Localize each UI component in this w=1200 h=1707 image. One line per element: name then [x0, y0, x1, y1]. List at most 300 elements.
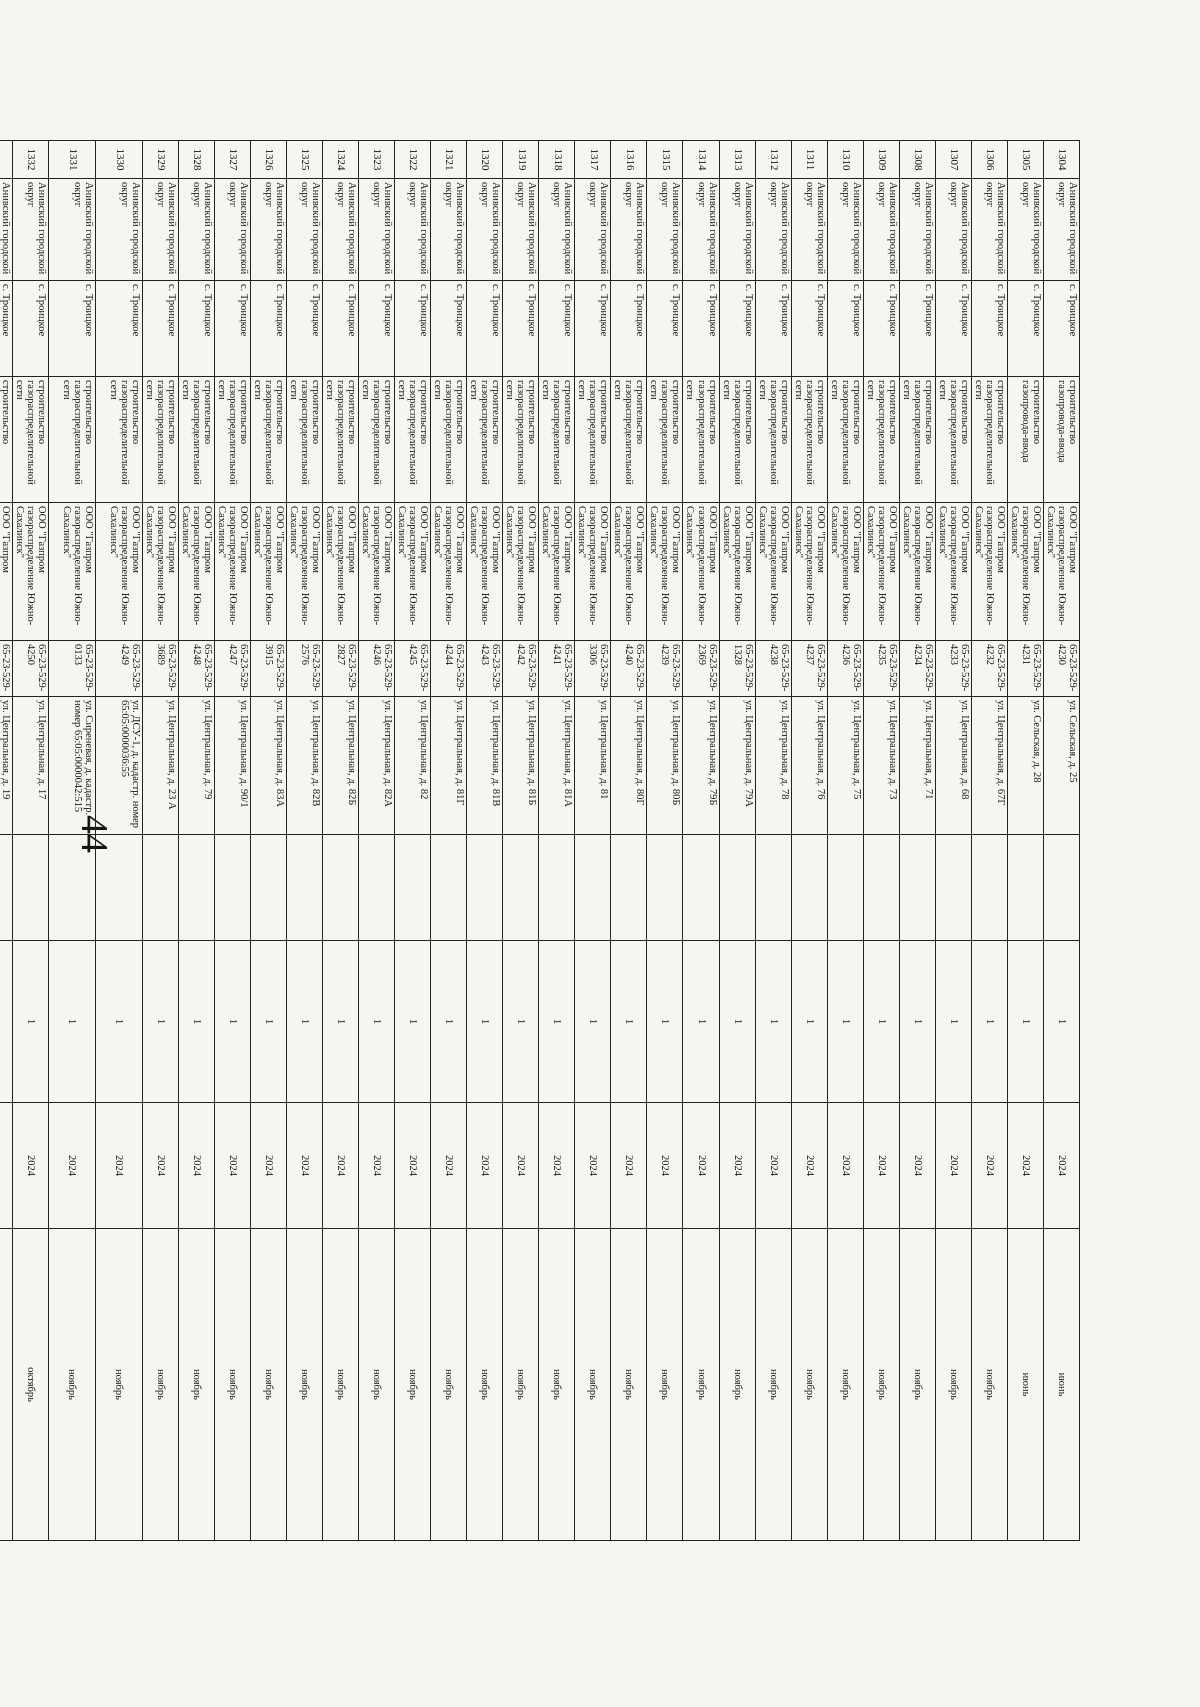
work-type-cell: строительство газораспределительной сети — [48, 377, 95, 503]
table-row — [719, 141, 755, 1541]
row-number-cell: 1321 — [431, 141, 467, 179]
row-number-cell: 1319 — [503, 141, 539, 179]
count-cell: 1 — [791, 941, 827, 1103]
count-cell: 1 — [683, 941, 719, 1103]
village-cell: с. Троицкое — [575, 281, 611, 377]
year-cell: 2024 — [142, 1103, 178, 1229]
address-cell: ул. Центральная, д. 79Б — [683, 697, 719, 835]
year-cell: 2024 — [647, 1103, 683, 1229]
table-row — [323, 141, 359, 1541]
table-row — [395, 141, 431, 1541]
organization-cell: ООО "Газпром газораспределение Южно-Сахалинск" — [647, 503, 683, 641]
count-cell: 1 — [863, 941, 899, 1103]
table-row — [214, 141, 250, 1541]
village-cell: с. Троицкое — [791, 281, 827, 377]
row-number-cell: 1323 — [359, 141, 395, 179]
month-cell: октябрь — [12, 1229, 48, 1541]
work-type-cell: строительство газопровода-ввода — [1043, 377, 1079, 503]
object-code-cell: 65-23-529-4232 — [971, 641, 1007, 697]
row-number-cell: 1308 — [899, 141, 935, 179]
count-cell: 1 — [431, 941, 467, 1103]
month-cell: ноябрь — [791, 1229, 827, 1541]
organization-cell: ООО "Газпром газораспределение Южно-Сахалинск" — [1043, 503, 1079, 641]
village-cell: с. Троицкое — [899, 281, 935, 377]
year-cell: 2024 — [250, 1103, 286, 1229]
organization-cell: ООО "Газпром газораспределение Южно-Сахалинск" — [719, 503, 755, 641]
month-cell: ноябрь — [286, 1229, 322, 1541]
year-cell: 2024 — [178, 1103, 214, 1229]
month-cell: ноябрь — [755, 1229, 791, 1541]
empty-cell — [395, 835, 431, 941]
work-type-cell: строительство газораспределительной сети — [250, 377, 286, 503]
empty-cell — [611, 835, 647, 941]
month-cell: ноябрь — [250, 1229, 286, 1541]
count-cell: 1 — [48, 941, 95, 1103]
work-type-cell: строительство газораспределительной сети — [647, 377, 683, 503]
organization-cell: ООО "Газпром газораспределение Южно-Сахалинск" — [214, 503, 250, 641]
count-cell: 1 — [250, 941, 286, 1103]
address-cell: ул. Центральная, д. 82Б — [323, 697, 359, 835]
count-cell: 1 — [935, 941, 971, 1103]
count-cell: 1 — [12, 941, 48, 1103]
count-cell: 1 — [611, 941, 647, 1103]
table-row — [863, 141, 899, 1541]
year-cell: 2024 — [575, 1103, 611, 1229]
object-code-cell: 65-23-529-2827 — [323, 641, 359, 697]
table-row — [755, 141, 791, 1541]
month-cell: ноябрь — [214, 1229, 250, 1541]
count-cell: 1 — [178, 941, 214, 1103]
organization-cell: ООО "Газпром газораспределение Южно-Сахалинск" — [1007, 503, 1043, 641]
year-cell: 2024 — [359, 1103, 395, 1229]
district-cell: Анивский городской округ — [755, 179, 791, 281]
row-number-cell: 1318 — [539, 141, 575, 179]
work-type-cell: строительство газораспределительной сети — [611, 377, 647, 503]
month-cell: ноябрь — [719, 1229, 755, 1541]
address-cell: ул. Центральная, д. 19 — [0, 697, 12, 835]
district-cell: Анивский городской округ — [178, 179, 214, 281]
row-number-cell: 1311 — [791, 141, 827, 179]
district-cell: Анивский городской — [0, 179, 12, 281]
month-cell: июнь — [1007, 1229, 1043, 1541]
year-cell: 2024 — [755, 1103, 791, 1229]
object-code-cell: 65-23-529-4249 — [95, 641, 142, 697]
year-cell: 2024 — [12, 1103, 48, 1229]
month-cell: ноябрь — [899, 1229, 935, 1541]
empty-cell — [575, 835, 611, 941]
district-cell: Анивский городской округ — [863, 179, 899, 281]
count-cell: 1 — [755, 941, 791, 1103]
table-row — [971, 141, 1007, 1541]
object-code-cell: 65-23-529-2369 — [683, 641, 719, 697]
address-cell: ул. Центральная, д. 82 — [395, 697, 431, 835]
month-cell: ноябрь — [178, 1229, 214, 1541]
village-cell: с. Троицкое — [286, 281, 322, 377]
village-cell: с. Троицкое — [971, 281, 1007, 377]
month-cell: ноябрь — [395, 1229, 431, 1541]
organization-cell: ООО "Газпром газораспределение Южно-Сахалинск" — [250, 503, 286, 641]
table-row — [12, 141, 48, 1541]
address-cell: ул. Центральная, д. 67Г — [971, 697, 1007, 835]
organization-cell: ООО "Газпром газораспределение Южно-Сахалинск" — [178, 503, 214, 641]
table-row — [611, 141, 647, 1541]
empty-cell — [467, 835, 503, 941]
organization-cell: ООО "Газпром газораспределение Южно-Сахалинск" — [12, 503, 48, 641]
row-number-cell: 1320 — [467, 141, 503, 179]
village-cell: с. Троицкое — [178, 281, 214, 377]
village-cell: с. Троицкое — [719, 281, 755, 377]
address-cell: ул. Центральная, д. 79 — [178, 697, 214, 835]
work-type-cell: строительство газораспределительной сети — [323, 377, 359, 503]
empty-cell — [899, 835, 935, 941]
organization-cell: ООО "Газпром газораспределение Южно-Сахалинск" — [971, 503, 1007, 641]
row-number-cell: 1328 — [178, 141, 214, 179]
empty-cell — [935, 835, 971, 941]
month-cell: ноябрь — [611, 1229, 647, 1541]
empty-cell — [250, 835, 286, 941]
count-cell: 1 — [539, 941, 575, 1103]
object-code-cell: 65-23-529-4245 — [395, 641, 431, 697]
count-cell: 1 — [1043, 941, 1079, 1103]
year-cell: 2024 — [1043, 1103, 1079, 1229]
work-type-cell: строительство газораспределительной сети — [539, 377, 575, 503]
work-type-cell: строительство газораспределительной сети — [467, 377, 503, 503]
empty-cell — [827, 835, 863, 941]
work-type-cell: строительство газораспределительной сети — [286, 377, 322, 503]
work-type-cell: строительство газопровода-ввода — [1007, 377, 1043, 503]
year-cell: 2024 — [971, 1103, 1007, 1229]
year-cell: 2024 — [1007, 1103, 1043, 1229]
table-body — [0, 141, 1080, 1541]
work-type-cell: строительство газораспределительной сети — [827, 377, 863, 503]
village-cell: с. Троицкое — [539, 281, 575, 377]
district-cell: Анивский городской округ — [323, 179, 359, 281]
object-code-cell: 65-23-529-4243 — [467, 641, 503, 697]
table-row — [286, 141, 322, 1541]
table-row — [359, 141, 395, 1541]
district-cell: Анивский городской округ — [95, 179, 142, 281]
year-cell: 2024 — [719, 1103, 755, 1229]
row-number-cell: 1307 — [935, 141, 971, 179]
empty-cell — [647, 835, 683, 941]
empty-cell — [683, 835, 719, 941]
organization-cell: ООО "Газпром газораспределение Южно-Сахалинск" — [827, 503, 863, 641]
empty-cell — [178, 835, 214, 941]
district-cell: Анивский городской округ — [214, 179, 250, 281]
row-number-cell: 1326 — [250, 141, 286, 179]
empty-cell — [1007, 835, 1043, 941]
district-cell: Анивский городской округ — [791, 179, 827, 281]
district-cell: Анивский городской округ — [359, 179, 395, 281]
district-cell: Анивский городской округ — [250, 179, 286, 281]
organization-cell: ООО "Газпром газораспределение Южно-Сахалинск" — [48, 503, 95, 641]
year-cell — [0, 1103, 12, 1229]
table-row — [95, 141, 142, 1541]
table-row — [1007, 141, 1043, 1541]
table-row — [0, 141, 12, 1541]
row-number-cell: 1324 — [323, 141, 359, 179]
row-number-cell: 1312 — [755, 141, 791, 179]
organization-cell: ООО "Газпром газораспределение Южно-Сахалинск" — [611, 503, 647, 641]
work-type-cell: строительство газораспределительной сети — [431, 377, 467, 503]
village-cell: с. Троицкое — [48, 281, 95, 377]
organization-cell: ООО "Газпром газораспределение Южно-Сахалинск" — [286, 503, 322, 641]
count-cell: 1 — [142, 941, 178, 1103]
count-cell: 1 — [286, 941, 322, 1103]
address-cell: ул. Центральная, д. 78 — [755, 697, 791, 835]
count-cell: 1 — [719, 941, 755, 1103]
table-row — [827, 141, 863, 1541]
row-number-cell: 1325 — [286, 141, 322, 179]
district-cell: Анивский городской округ — [286, 179, 322, 281]
year-cell: 2024 — [611, 1103, 647, 1229]
organization-cell: ООО "Газпром газораспределение Южно-Сахалинск" — [323, 503, 359, 641]
table-row — [539, 141, 575, 1541]
district-cell: Анивский городской округ — [899, 179, 935, 281]
village-cell: с. Троицкое — [467, 281, 503, 377]
address-cell: ул. Центральная, д. 79А — [719, 697, 755, 835]
object-code-cell: 65-23-529-3689 — [142, 641, 178, 697]
work-type-cell: строительство газораспределительной сети — [95, 377, 142, 503]
address-cell: ул. Центральная, д. 81Б — [503, 697, 539, 835]
table-row — [250, 141, 286, 1541]
count-cell: 1 — [647, 941, 683, 1103]
object-code-cell: 65-23-529-3915 — [250, 641, 286, 697]
object-code-cell: 65-23-529-4230 — [1043, 641, 1079, 697]
month-cell: ноябрь — [142, 1229, 178, 1541]
object-code-cell: 65-23-529-1328 — [719, 641, 755, 697]
village-cell: с. Троицкое — [755, 281, 791, 377]
table-row — [683, 141, 719, 1541]
object-code-cell: 65-23-529- — [0, 641, 12, 697]
object-code-cell: 65-23-529-4240 — [611, 641, 647, 697]
address-cell: ул. Центральная, д. 17 — [12, 697, 48, 835]
row-number-cell: 1309 — [863, 141, 899, 179]
empty-cell — [863, 835, 899, 941]
year-cell: 2024 — [95, 1103, 142, 1229]
year-cell: 2024 — [791, 1103, 827, 1229]
district-cell: Анивский городской округ — [827, 179, 863, 281]
organization-cell: ООО "Газпром газораспределение Южно-Сахалинск" — [791, 503, 827, 641]
empty-cell — [539, 835, 575, 941]
table-row — [647, 141, 683, 1541]
row-number-cell: 1317 — [575, 141, 611, 179]
district-cell: Анивский городской округ — [503, 179, 539, 281]
address-cell: ул. Центральная, д. 68 — [935, 697, 971, 835]
address-cell: ул. Центральная, д. 82А — [359, 697, 395, 835]
village-cell: с. Троицкое — [1043, 281, 1079, 377]
month-cell: ноябрь — [48, 1229, 95, 1541]
table-row — [575, 141, 611, 1541]
year-cell: 2024 — [286, 1103, 322, 1229]
year-cell: 2024 — [683, 1103, 719, 1229]
organization-cell: ООО "Газпром газораспределение Южно-Сахалинск" — [575, 503, 611, 641]
year-cell: 2024 — [323, 1103, 359, 1229]
district-cell: Анивский городской округ — [12, 179, 48, 281]
row-number-cell: 1305 — [1007, 141, 1043, 179]
address-cell: ул. Центральная, д. 81В — [467, 697, 503, 835]
empty-cell — [431, 835, 467, 941]
address-cell: ул. ДСУ-1, д. кадастр. номер 65:05:0000036:55 — [95, 697, 142, 835]
organization-cell: ООО "Газпром газораспределение Южно-Сахалинск" — [142, 503, 178, 641]
year-cell: 2024 — [827, 1103, 863, 1229]
month-cell: ноябрь — [431, 1229, 467, 1541]
work-type-cell: строительство — [0, 377, 12, 503]
page-number: 44 — [73, 815, 115, 853]
year-cell: 2024 — [503, 1103, 539, 1229]
organization-cell: ООО "Газпром газораспределение Южно-Сахалинск" — [899, 503, 935, 641]
empty-cell — [95, 835, 142, 941]
empty-cell — [0, 835, 12, 941]
empty-cell — [971, 835, 1007, 941]
empty-cell — [791, 835, 827, 941]
count-cell: 1 — [575, 941, 611, 1103]
object-code-cell: 65-23-529-4239 — [647, 641, 683, 697]
month-cell: ноябрь — [323, 1229, 359, 1541]
object-code-cell: 65-23-529-4237 — [791, 641, 827, 697]
work-type-cell: строительство газораспределительной сети — [359, 377, 395, 503]
organization-cell: ООО "Газпром газораспределение Южно-Сахалинск" — [863, 503, 899, 641]
object-code-cell: 65-23-529-4241 — [539, 641, 575, 697]
work-type-cell: строительство газораспределительной сети — [142, 377, 178, 503]
object-code-cell: 65-23-529-4248 — [178, 641, 214, 697]
count-cell: 1 — [827, 941, 863, 1103]
address-cell: ул. Центральная, д. 80Б — [647, 697, 683, 835]
address-cell: ул. Сельская, д. 25 — [1043, 697, 1079, 835]
empty-cell — [755, 835, 791, 941]
address-cell: ул. Центральная, д. 81А — [539, 697, 575, 835]
district-cell: Анивский городской округ — [719, 179, 755, 281]
address-cell: ул. Центральная, д. 73 — [863, 697, 899, 835]
district-cell: Анивский городской округ — [683, 179, 719, 281]
work-type-cell: строительство газораспределительной сети — [503, 377, 539, 503]
year-cell: 2024 — [395, 1103, 431, 1229]
district-cell: Анивский городской округ — [395, 179, 431, 281]
year-cell: 2024 — [899, 1103, 935, 1229]
address-cell: ул. Сельская, д. 28 — [1007, 697, 1043, 835]
row-number-cell: 1329 — [142, 141, 178, 179]
table-row — [178, 141, 214, 1541]
district-cell: Анивский городской округ — [539, 179, 575, 281]
object-code-cell: 65-23-529-4233 — [935, 641, 971, 697]
village-cell: с. Троицкое — [611, 281, 647, 377]
organization-cell: ООО "Газпром газораспределение Южно-Сахалинск" — [395, 503, 431, 641]
month-cell: ноябрь — [575, 1229, 611, 1541]
row-number-cell: 1331 — [48, 141, 95, 179]
address-cell: ул. Центральная, д. 81Г — [431, 697, 467, 835]
count-cell: 1 — [1007, 941, 1043, 1103]
address-cell: ул. Центральная, д. 82В — [286, 697, 322, 835]
empty-cell — [214, 835, 250, 941]
table-row — [142, 141, 178, 1541]
district-cell: Анивский городской округ — [611, 179, 647, 281]
district-cell: Анивский городской округ — [647, 179, 683, 281]
table-row — [791, 141, 827, 1541]
village-cell: с. Троицкое — [863, 281, 899, 377]
address-cell: ул. Центральная, д. 71 — [899, 697, 935, 835]
row-number-cell: 1327 — [214, 141, 250, 179]
table-row — [899, 141, 935, 1541]
work-type-cell: строительство газораспределительной сети — [791, 377, 827, 503]
object-code-cell: 65-23-529-4242 — [503, 641, 539, 697]
village-cell: с. Троицкое — [214, 281, 250, 377]
month-cell: ноябрь — [467, 1229, 503, 1541]
organization-cell: ООО "Газпром газораспределение Южно-Сахалинск" — [755, 503, 791, 641]
work-type-cell: строительство газораспределительной сети — [395, 377, 431, 503]
row-number-cell: 1316 — [611, 141, 647, 179]
row-number-cell: 1322 — [395, 141, 431, 179]
object-code-cell: 65-23-529-4246 — [359, 641, 395, 697]
district-cell: Анивский городской округ — [142, 179, 178, 281]
object-code-cell: 65-23-529-4250 — [12, 641, 48, 697]
object-code-cell: 65-23-529-4231 — [1007, 641, 1043, 697]
village-cell: с. Троицкое — [142, 281, 178, 377]
organization-cell: ООО "Газпром газораспределение Южно-Сахалинск" — [503, 503, 539, 641]
table-row — [467, 141, 503, 1541]
village-cell: с. Троицкое — [935, 281, 971, 377]
organization-cell: ООО "Газпром газораспределение Южно-Сахалинск" — [95, 503, 142, 641]
count-cell: 1 — [95, 941, 142, 1103]
address-cell: ул. Центральная, д. 90/1 — [214, 697, 250, 835]
empty-cell — [503, 835, 539, 941]
row-number-cell: 1310 — [827, 141, 863, 179]
row-number-cell — [0, 141, 12, 179]
empty-cell — [1043, 835, 1079, 941]
count-cell: 1 — [971, 941, 1007, 1103]
district-cell: Анивский городской округ — [971, 179, 1007, 281]
month-cell: ноябрь — [935, 1229, 971, 1541]
work-type-cell: строительство газораспределительной сети — [971, 377, 1007, 503]
month-cell — [0, 1229, 12, 1541]
year-cell: 2024 — [214, 1103, 250, 1229]
row-number-cell: 1315 — [647, 141, 683, 179]
organization-cell: ООО "Газпром — [0, 503, 12, 641]
district-cell: Анивский городской округ — [48, 179, 95, 281]
empty-cell — [12, 835, 48, 941]
village-cell: с. Троицкое — [431, 281, 467, 377]
table-row — [1043, 141, 1079, 1541]
village-cell: с. Троицкое — [827, 281, 863, 377]
month-cell: ноябрь — [503, 1229, 539, 1541]
table-row — [503, 141, 539, 1541]
rotated-table-container — [0, 140, 1080, 1540]
organization-cell: ООО "Газпром газораспределение Южно-Сахалинск" — [539, 503, 575, 641]
village-cell: с. Троицкое — [1007, 281, 1043, 377]
work-type-cell: строительство газораспределительной сети — [899, 377, 935, 503]
work-type-cell: строительство газораспределительной сети — [863, 377, 899, 503]
district-cell: Анивский городской округ — [431, 179, 467, 281]
address-cell: ул. Сиреневая, д. кадастр. номер 65:05:0000042:515 — [48, 697, 95, 835]
count-cell: 1 — [323, 941, 359, 1103]
year-cell: 2024 — [467, 1103, 503, 1229]
month-cell: ноябрь — [539, 1229, 575, 1541]
count-cell: 1 — [214, 941, 250, 1103]
work-type-cell: строительство газораспределительной сети — [214, 377, 250, 503]
object-code-cell: 65-23-529-4244 — [431, 641, 467, 697]
row-number-cell: 1306 — [971, 141, 1007, 179]
year-cell: 2024 — [431, 1103, 467, 1229]
row-number-cell: 1313 — [719, 141, 755, 179]
object-code-cell: 65-23-529-4247 — [214, 641, 250, 697]
work-type-cell: строительство газораспределительной сети — [12, 377, 48, 503]
address-cell: ул. Центральная, д. 23 А — [142, 697, 178, 835]
village-cell: с. Троицкое — [250, 281, 286, 377]
empty-cell — [719, 835, 755, 941]
address-cell: ул. Центральная, д. 83А — [250, 697, 286, 835]
empty-cell — [359, 835, 395, 941]
count-cell: 1 — [503, 941, 539, 1103]
object-code-cell: 65-23-529-2576 — [286, 641, 322, 697]
